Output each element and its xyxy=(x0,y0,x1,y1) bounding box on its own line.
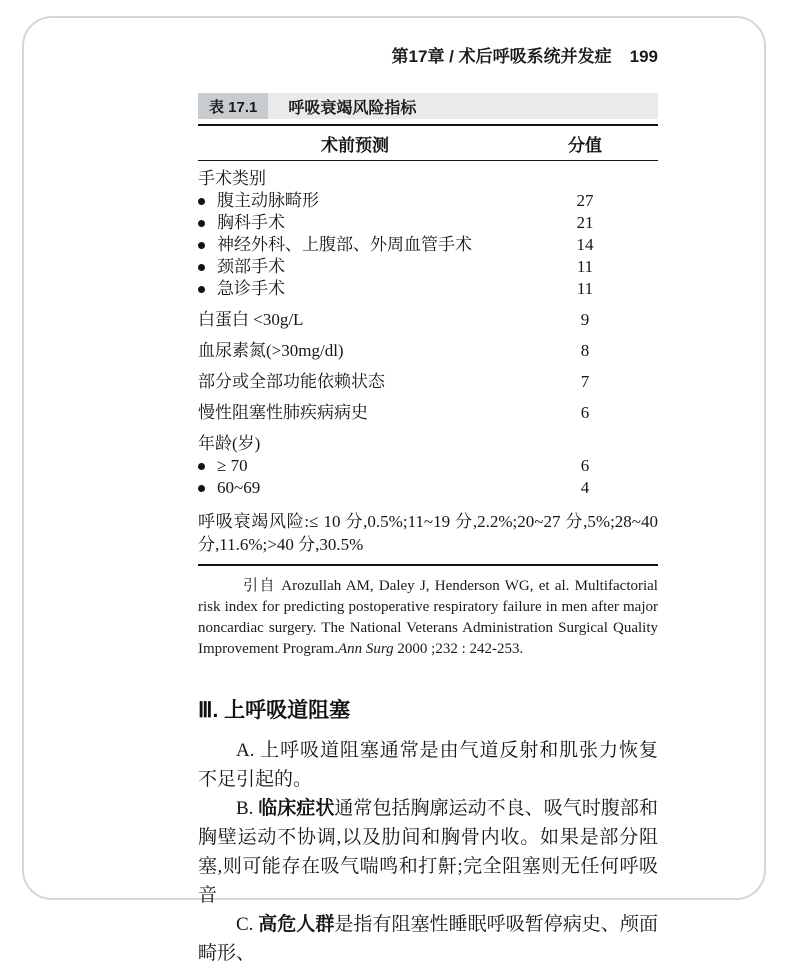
para-text: 上呼吸道阻塞通常是由气道反射和肌张力恢复不足引起的。 xyxy=(198,740,658,790)
row-score: 6 xyxy=(580,403,590,422)
risk-table xyxy=(198,93,658,566)
bullet-icon xyxy=(198,220,205,227)
bullet-icon xyxy=(198,485,205,492)
bullet-icon xyxy=(198,242,205,249)
row-label: 胸科手术 xyxy=(217,213,285,232)
section-paragraphs xyxy=(198,736,658,968)
table-body xyxy=(198,161,658,499)
para-prefix: A. xyxy=(236,740,261,761)
bullet-icon xyxy=(198,198,205,205)
row-label: 白蛋白 <30g/L xyxy=(198,310,304,329)
column-header-row xyxy=(198,126,658,160)
column-header-predictor: 术前预测 xyxy=(321,135,389,155)
citation xyxy=(198,576,658,660)
row-score: 8 xyxy=(580,341,590,360)
row-score: 11 xyxy=(576,279,594,298)
paragraph xyxy=(198,910,658,968)
row-score: 7 xyxy=(580,372,590,391)
row-label: 部分或全部功能依赖状态 xyxy=(198,372,385,391)
table-caption-strip xyxy=(198,93,658,119)
row-label: 腹主动脉畸形 xyxy=(217,191,319,210)
column-header-score: 分值 xyxy=(568,135,602,155)
citation-text: Arozullah AM, Daley J, Henderson WG, et al. Multifactorial risk index for predicting postoperative respiratory failure in men after major noncardiac surgery. The National Veterans Administration Surgical Quality Improvement Program. xyxy=(198,578,658,657)
row-label-cell xyxy=(198,433,512,455)
row-label-cell xyxy=(198,212,512,234)
row-label-cell xyxy=(198,371,512,393)
row-score: 27 xyxy=(576,191,594,210)
row-score: 21 xyxy=(576,213,594,232)
bullet-icon xyxy=(198,463,205,470)
row-label-cell xyxy=(198,402,512,424)
table-row xyxy=(198,212,658,234)
row-score: 4 xyxy=(580,478,590,497)
table-label: 表 17.1 xyxy=(198,93,268,119)
row-label-cell xyxy=(198,477,512,499)
para-keyword: 临床症状 xyxy=(258,798,335,819)
table-row xyxy=(198,402,658,424)
page-header xyxy=(198,42,658,67)
row-label: 颈部手术 xyxy=(217,257,285,276)
row-label: 血尿素氮(>30mg/dl) xyxy=(198,341,344,360)
table-bottom-rule xyxy=(198,564,658,566)
row-label-cell xyxy=(198,340,512,362)
row-label: ≥ 70 xyxy=(217,456,248,475)
row-label: 年龄(岁) xyxy=(198,434,261,453)
bullet-icon xyxy=(198,286,205,293)
row-label: 神经外科、上腹部、外周血管手术 xyxy=(217,235,472,254)
citation-journal: Ann Surg xyxy=(337,641,394,657)
table-footnote: 呼吸衰竭风险:≤ 10 分,0.5%;11~19 分,2.2%;20~27 分,5%;28~40 分,11.6%;>40 分,30.5% xyxy=(198,512,658,554)
table-row xyxy=(198,234,658,256)
table-row xyxy=(198,340,658,362)
row-label: 60~69 xyxy=(217,478,261,497)
table-row xyxy=(198,477,658,499)
table-row xyxy=(198,371,658,393)
table-title: 呼吸衰竭风险指标 xyxy=(288,99,417,117)
row-label-cell xyxy=(198,190,512,212)
table-row xyxy=(198,278,658,300)
para-prefix: C. xyxy=(236,914,259,935)
page-content xyxy=(198,0,658,968)
row-score: 14 xyxy=(576,235,594,254)
table-row xyxy=(198,190,658,212)
row-label: 急诊手术 xyxy=(217,279,285,298)
paragraph xyxy=(198,794,658,910)
para-text: 是指有阻塞性睡眠呼吸暂停病史、颅面畸形、 xyxy=(198,914,658,964)
table-row xyxy=(198,455,658,477)
row-label-cell xyxy=(198,234,512,256)
row-label-cell xyxy=(198,168,512,190)
table-row xyxy=(198,168,658,190)
table-row xyxy=(198,433,658,455)
row-label: 手术类别 xyxy=(198,169,266,188)
paragraph xyxy=(198,736,658,794)
row-label-cell xyxy=(198,256,512,278)
row-label-cell xyxy=(198,309,512,331)
row-label: 慢性阻塞性肺疾病病史 xyxy=(198,403,368,422)
table-row xyxy=(198,256,658,278)
bullet-icon xyxy=(198,264,205,271)
section-heading: Ⅲ. 上呼吸道阻塞 xyxy=(198,699,351,722)
para-prefix: B. xyxy=(236,798,259,819)
page-number: 199 xyxy=(629,47,658,66)
row-score: 9 xyxy=(580,310,590,329)
chapter-title: 第17章 / 术后呼吸系统并发症 xyxy=(391,47,612,66)
row-label-cell xyxy=(198,278,512,300)
table-row xyxy=(198,309,658,331)
citation-prefix: 引自 xyxy=(243,578,282,594)
row-score: 6 xyxy=(580,456,590,475)
para-text: 通常包括胸廓运动不良、吸气时腹部和胸壁运动不协调,以及肋间和胸骨内收。如果是部分阻塞,则可能存在吸气喘鸣和打鼾;完全阻塞则无任何呼吸音 xyxy=(198,798,658,906)
row-score: 11 xyxy=(576,257,594,276)
para-keyword: 高危人群 xyxy=(258,914,335,935)
row-label-cell xyxy=(198,455,512,477)
citation-tail: 2000 ;232 : 242-253. xyxy=(393,641,524,657)
